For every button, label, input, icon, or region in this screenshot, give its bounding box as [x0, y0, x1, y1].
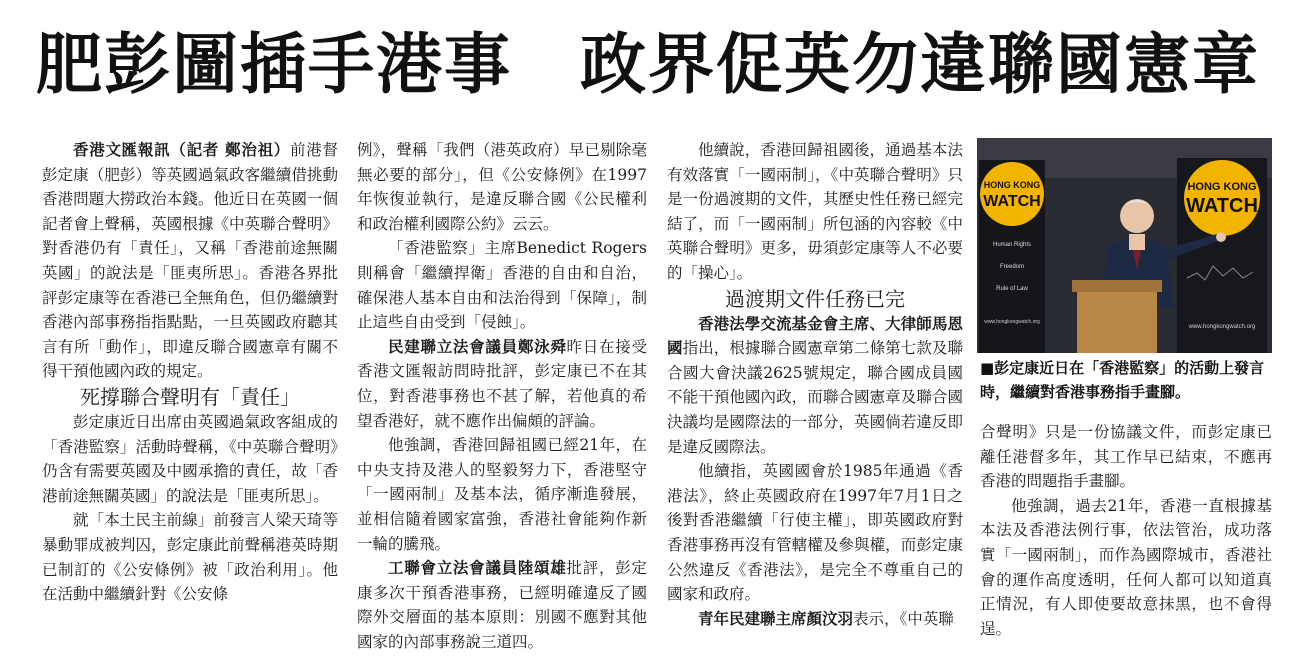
- paragraph: 就「本土民主前線」前發言人梁天琦等暴動罪成被判囚，彭定康此前聲稱港英時期已制訂的《公安條例》被「政治利用」。他在活動中繼續針對《公安條: [42, 511, 338, 604]
- sign-right-line1: HONG KONG: [1187, 181, 1257, 193]
- paragraph-text: 前港督彭定康（肥彭）等英國過氣政客繼續借挑動香港問題大撈政治本錢。他近日在英國一個記者會上聲稱，英國根據《中英聯合聲明》對香港仍有「責任」，又稱「香港前途無關英國」的說法是「匪夷所思」。香港各界批評彭定康等在香港已全無角色，但仍繼續對香港內部事務指指點點，一旦英國政府聽其言有所「動作」，即違反聯合國憲章有關不得干預他國內政的規定。: [42, 141, 338, 381]
- headline: 肥彭圖插手港事 政界促英勿違聯國憲章: [36, 25, 1260, 103]
- paragraph: [667, 312, 963, 460]
- paragraph: 他續說，香港回歸祖國後，通過基本法有效落實「一國兩制」，《中英聯合聲明》只是一份過渡期的文件，其歷史性任務已經完結了，而「一國兩制」所包涵的內容較《中英聯合聲明》更多，毋須彭定康等人不必要的「操心」。: [667, 141, 963, 282]
- article-column-1: [42, 138, 338, 607]
- paragraph-text: 表示，《中英聯: [853, 609, 954, 628]
- speaker-name: 民建聯立法會議員鄭泳舜: [388, 336, 567, 356]
- podium: [1077, 288, 1157, 353]
- byline: 香港文匯報訊（記者 鄭治祖）: [73, 140, 291, 159]
- paragraph: 例》，聲稱「我們（港英政府）早已剔除毫無必要的部分」，但《公安條例》在1997年恢復並執行，是違反聯合國《公民權利和政治權利國際公約》云云。: [357, 141, 647, 233]
- banner-item: Freedom: [999, 264, 1025, 270]
- paragraph: 彭定康近日出席由英國過氣政客組成的「香港監察」活動時聲稱，《中英聯合聲明》仍含有需要英國及中國承擔的責任，故「香港前途無關英國」的說法是「匪夷所思」。: [42, 412, 338, 505]
- banner-item: Rule of Law: [996, 286, 1028, 292]
- paragraph-text: 昨日在接受香港文匯報訪問時批評，彭定康已不在其位，對香港事務也不甚了解，若他真的希望香港好，就不應作出偏頗的評論。: [357, 337, 647, 430]
- news-photo: [977, 138, 1272, 353]
- subheading: 過渡期文件任務已完: [725, 286, 905, 311]
- sign-right-line2: WATCH: [1186, 195, 1258, 217]
- photo-caption: ■彭定康近日在「香港監察」的活動上發言時，繼續對香港事務指手畫腳。: [980, 359, 1265, 401]
- sign-left-line1: HONG KONG: [983, 180, 1041, 190]
- article-column-3: [667, 138, 963, 631]
- banner-url-right: www.hongkongwatch.org: [1188, 324, 1256, 330]
- sign-left-line2: WATCH: [983, 193, 1041, 210]
- paragraph: 「香港監察」主席Benedict Rogers則稱會「繼續捍衛」香港的自由和自治，確保港人基本自由和法治得到「保障」，制止這些自由受到「侵蝕」。: [357, 239, 647, 332]
- article-column-4: [980, 420, 1272, 641]
- paragraph: [357, 556, 647, 654]
- paragraph: [667, 607, 963, 632]
- paragraph-text: 批評，彭定康多次干預香港事務，已經明確違反了國際外交層面的基本原則：別國不應對其他國家的內部事務說三道四。: [357, 559, 647, 651]
- news-photo-illustration: [977, 138, 1272, 353]
- paragraph: [357, 335, 647, 433]
- paragraph: 合聲明》只是一份協議文件，而彭定康已離任港督多年，其工作早已結束，不應再香港的問題指手畫腳。: [980, 423, 1272, 491]
- paragraph: 他強調，過去21年，香港一直根據基本法及香港法例行事，依法管治，成功落實「一國兩制」，而作為國際城市，香港社會的運作高度透明，任何人都可以知道真正情況，有人即使要故意抹黑，也不會得逞。: [980, 496, 1272, 638]
- banner-url: www.hongkongwatch.org: [984, 319, 1040, 325]
- paragraph: 他強調，香港回歸祖國已經21年，在中央支持及港人的堅毅努力下，香港堅守「一國兩制」及基本法，循序漸進發展，並相信隨着國家富強，香港社會能夠作新一輪的騰飛。: [357, 436, 647, 553]
- speaker-name: 香港法學交流基金會主席、大律師馬恩國: [667, 313, 963, 358]
- article-column-2: [357, 138, 647, 654]
- speaker-name: 工聯會立法會議員陸頌雄: [388, 558, 567, 578]
- banner-item: Human Rights: [992, 242, 1032, 248]
- paragraph: [42, 138, 338, 384]
- subheading: 死撐聯合聲明有「責任」: [80, 384, 300, 409]
- paragraph-text: 指出，根據聯合國憲章第二條第七款及聯合國大會決議2625號規定，聯合國成員國不能干預他國內政，而聯合國憲章及聯合國決議均是國際法的一部分，英國倘若違反即是違反國際法。: [667, 339, 963, 456]
- speaker-name: 青年民建聯主席顏汶羽: [698, 608, 854, 628]
- paragraph: 他續指，英國國會於1985年通過《香港法》，終止英國政府在1997年7月1日之後對香港繼續「行使主權」，即英國政府對香港事務再沒有管轄權及參與權，而彭定康公然違反《香港法》，是完全不尊重自己的國家和政府。: [667, 462, 963, 604]
